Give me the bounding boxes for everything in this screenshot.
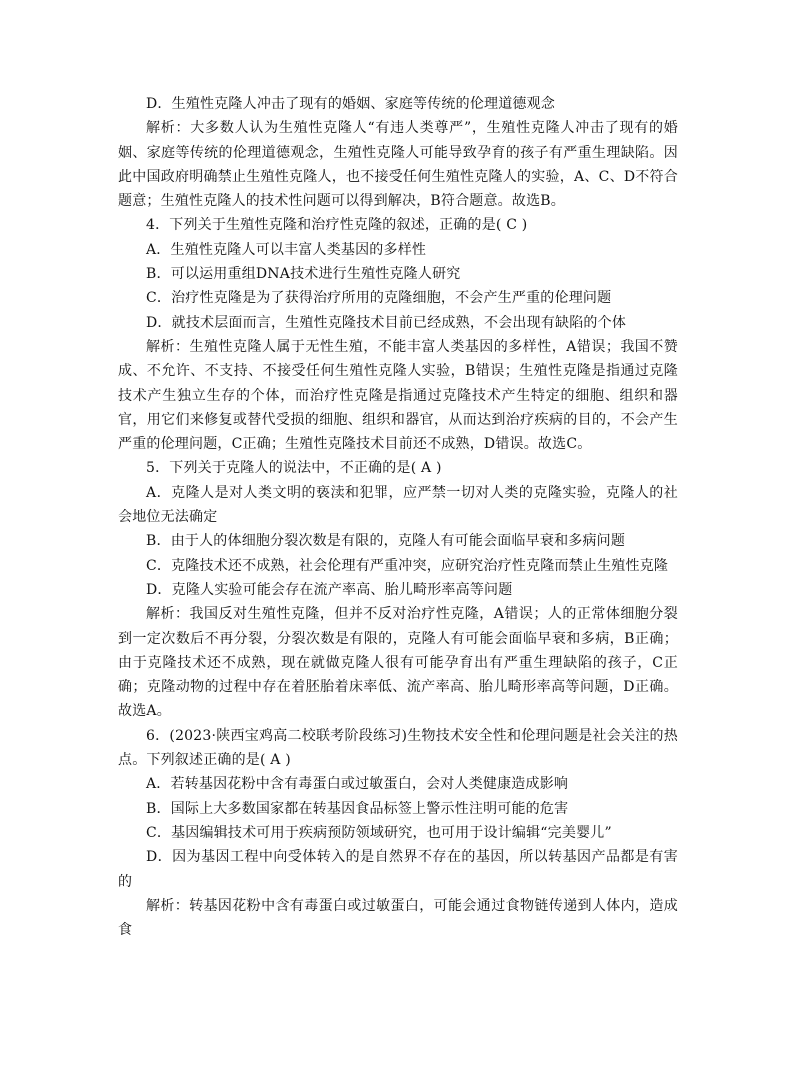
option-a-q5: A．克隆人是对人类文明的亵渎和犯罪，应严禁一切对人类的克隆实验，克隆人的社会地位无法确定 [118,484,678,526]
question-5: 5．下列关于克隆人的说法中，不正确的是( A ) [146,460,442,477]
option-d-q3: D．生殖性克隆人冲击了现有的婚姻、家庭等传统的伦理道德观念 [146,96,556,112]
option-c-q5: C．克隆技术还不成熟，社会伦理有严重冲突，应研究治疗性克隆而禁止生殖性克隆 [146,557,669,574]
option-d-q5: D．克隆人实验可能会存在流产率高、胎儿畸形率高等问题 [146,581,513,598]
option-b-q4: B．可以运用重组DNA技术进行生殖性克隆人研究 [146,266,461,283]
option-d-q6: D．因为基因工程中向受体转入的是自然界不存在的基因，所以转基因产品都是有害的 [118,849,678,890]
question-6: 6．(2023·陕西宝鸡高二校联考阶段练习)生物技术安全性和伦理问题是社会关注的热点。下列叙述正确的是( A ) [118,727,678,769]
option-c-q4: C．治疗性克隆是为了获得治疗所用的克隆细胞，不会产生严重的伦理问题 [146,290,612,307]
analysis-q4: 解析：生殖性克隆人属于无性生殖，不能丰富人类基因的多样性，A错误；我国不赞成、不允许、不支持、不接受任何生殖性克隆人实验，B错误；生殖性克隆是指通过克隆技术产生独立生存的个体，而治疗性克隆是指通过克隆技术产生特定的细胞、组织和器官，用它们来修复或替代受损的细胞、组织和器官，从而达到治疗疾病的目的，不会产生严重的伦理问题，C正确；生殖性克隆技术目前还不成熟，D错误。故选C。 [118,338,678,453]
option-a-q6: A．若转基因花粉中含有毒蛋白或过敏蛋白，会对人类健康造成影响 [146,776,569,793]
analysis-q5: 解析：我国反对生殖性克隆，但并不反对治疗性克隆，A错误；人的正常体细胞分裂到一定次数后不再分裂，分裂次数是有限的，克隆人有可能会面临早衰和多病，B正确；由于克隆技术还不成熟，现在就做克隆人很有可能孕育出有严重生理缺陷的孩子，C正确；克隆动物的过程中存在着胚胎着床率低、流产率高、胎儿畸形率高等问题，D正确。故选A。 [118,606,678,720]
option-b-q6: B．国际上大多数国家都在转基因食品标签上警示性注明可能的危害 [146,800,569,817]
analysis-q6: 解析：转基因花粉中含有毒蛋白或过敏蛋白，可能会通过食物链传递到人体内，造成食 [118,897,678,939]
option-d-q4: D．就技术层面而言，生殖性克隆技术目前已经成熟，不会出现有缺陷的个体 [146,314,627,331]
option-b-q5: B．由于人的体细胞分裂次数是有限的，克隆人有可能会面临早衰和多病问题 [146,533,626,550]
analysis-q3: 解析：大多数人认为生殖性克隆人“有违人类尊严”，生殖性克隆人冲击了现有的婚姻、家庭等传统的伦理道德观念，生殖性克隆人可能导致孕育的孩子有严重生理缺陷。因此中国政府明确禁止生殖性克隆人，也不接受任何生殖性克隆人的实验，A、C、D不符合题意；生殖性克隆人的技术性问题可以得到解决，B符合题意。故选B。 [118,120,678,210]
question-4: 4．下列关于生殖性克隆和治疗性克隆的叙述，正确的是( C ) [146,217,528,234]
option-c-q6: C．基因编辑技术可用于疾病预防领域研究，也可用于设计编辑“完美婴儿” [146,824,612,841]
option-a-q4: A．生殖性克隆人可以丰富人类基因的多样性 [146,241,427,258]
document-body [118,92,678,942]
